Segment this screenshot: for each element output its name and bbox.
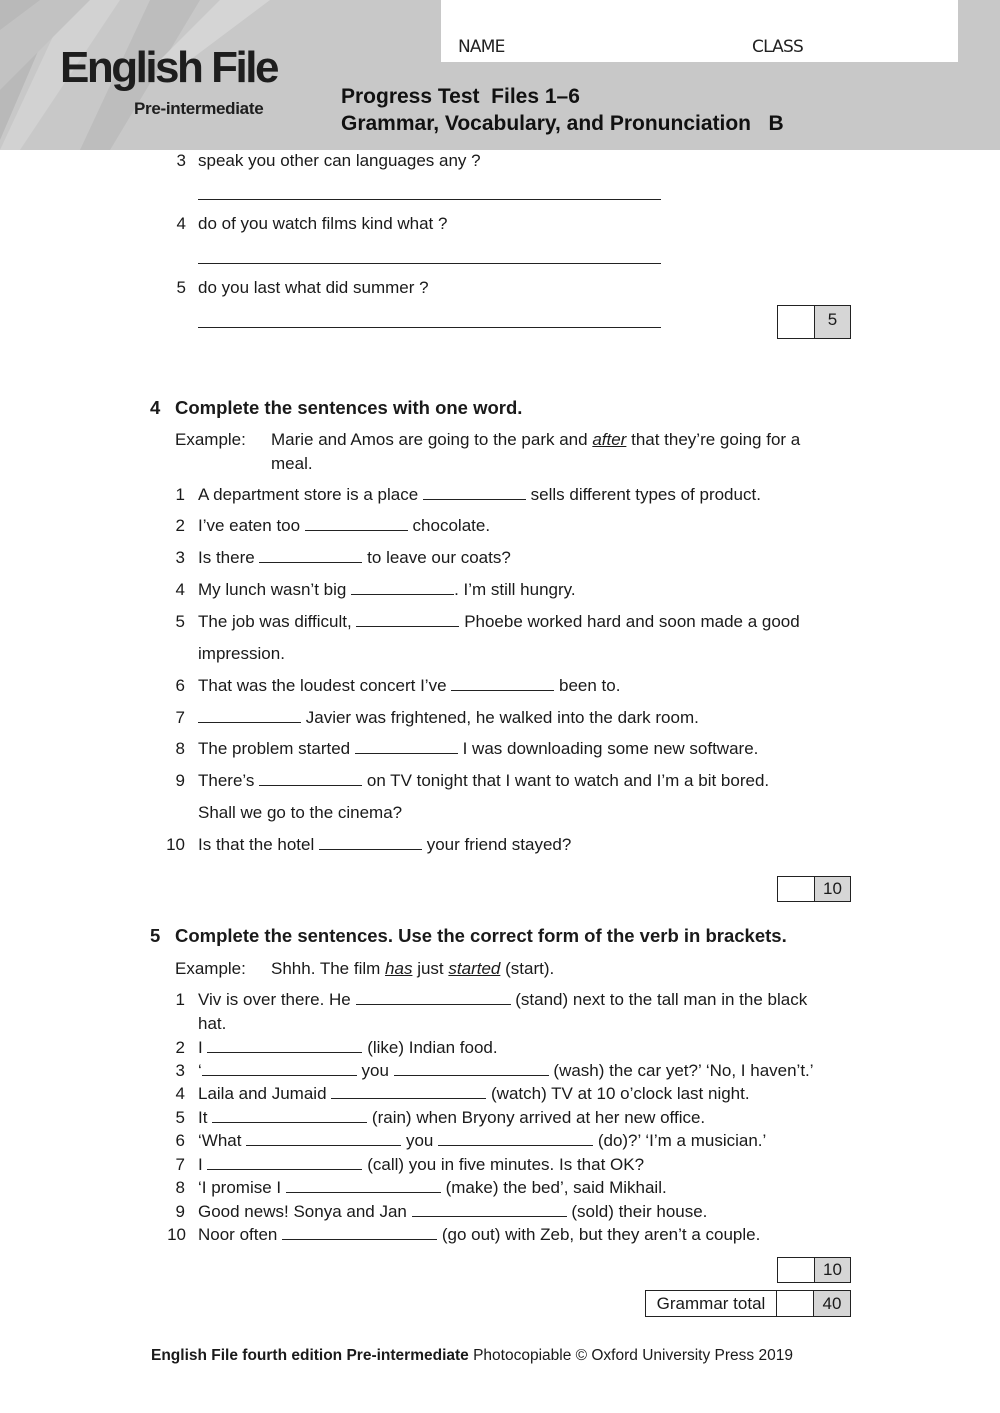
item-number: 4: [175, 580, 185, 599]
brand-logo: English File: [60, 43, 277, 92]
question-text: do you last what did summer ?: [198, 278, 429, 297]
answer-blank[interactable]: [198, 708, 301, 723]
sentence: I (call) you in five minutes. Is that OK?: [198, 1155, 645, 1174]
score-max: 10: [815, 1258, 850, 1282]
example-sentence: Marie and Amos are going to the park and after that they’re going for a: [271, 430, 801, 449]
answer-blank[interactable]: [202, 1061, 357, 1076]
score-input[interactable]: [778, 306, 815, 338]
sentence: ‘What you (do)?’ ‘I’m a musician.’: [198, 1131, 767, 1150]
answer-line[interactable]: [198, 263, 661, 264]
score-box: [777, 1257, 851, 1283]
sentence: There’s on TV tonight that I want to watch and I’m a bit bored.: [198, 771, 770, 790]
item-number: 9: [175, 771, 185, 790]
example-label: Example:: [175, 430, 246, 449]
answer-blank[interactable]: [259, 771, 362, 786]
answer-blank[interactable]: [282, 1225, 437, 1240]
grammar-total-box: [776, 1290, 851, 1317]
item-number: 6: [175, 676, 185, 695]
class-label: CLASS: [752, 37, 803, 57]
example-sentence: Shhh. The film has just started (start).: [271, 959, 555, 978]
sentence: I’ve eaten too chocolate.: [198, 516, 491, 535]
score-max: 10: [815, 877, 850, 901]
answer-blank[interactable]: [355, 739, 458, 754]
sentence: Is there to leave our coats?: [198, 548, 511, 567]
sentence: The problem started I was downloading some new software.: [198, 739, 759, 758]
sentence: Good news! Sonya and Jan (sold) their house.: [198, 1202, 708, 1221]
answer-blank[interactable]: [394, 1061, 549, 1076]
section-instruction: Complete the sentences with one word.: [175, 397, 523, 418]
sentence: That was the loudest concert I’ve been to.: [198, 676, 621, 695]
score-input[interactable]: [778, 877, 815, 901]
answer-blank[interactable]: [286, 1178, 441, 1193]
score-input[interactable]: [778, 1258, 815, 1282]
item-number: 1: [175, 990, 185, 1009]
score-max: 5: [815, 306, 850, 338]
answer-blank[interactable]: [207, 1038, 362, 1053]
item-number: 2: [175, 516, 185, 535]
item-number: 10: [167, 1225, 186, 1244]
item-number: 6: [175, 1131, 185, 1150]
example-label: Example:: [175, 959, 246, 978]
answer-blank[interactable]: [207, 1155, 362, 1170]
sentence: Viv is over there. He (stand) next to the tall man in the black: [198, 990, 808, 1009]
item-number: 7: [175, 708, 185, 727]
example-continuation: meal.: [271, 454, 313, 473]
question-text: speak you other can languages any ?: [198, 151, 481, 170]
answer-blank[interactable]: [212, 1108, 367, 1123]
sentence: Javier was frightened, he walked into the dark room.: [198, 708, 699, 728]
answer-blank[interactable]: [351, 580, 454, 595]
answer-blank[interactable]: [412, 1202, 567, 1217]
item-number: 4: [176, 214, 186, 233]
section-number: 5: [150, 925, 161, 946]
sentence: It (rain) when Bryony arrived at her new office.: [198, 1108, 706, 1127]
item-number: 3: [175, 1061, 185, 1080]
answer-blank[interactable]: [423, 485, 526, 500]
sentence: ‘ you (wash) the car yet?’ ‘No, I haven’t.’: [198, 1061, 814, 1080]
item-number: 3: [175, 548, 185, 567]
item-number: 10: [166, 835, 185, 854]
sentence: Is that the hotel your friend stayed?: [198, 835, 572, 854]
test-title: Progress Test Files 1–6: [341, 85, 580, 108]
sentence: I (like) Indian food.: [198, 1038, 498, 1057]
question-text: do of you watch films kind what ?: [198, 214, 448, 233]
section-instruction: Complete the sentences. Use the correct form of the verb in brackets.: [175, 925, 787, 946]
score-box: [777, 876, 851, 902]
answer-blank[interactable]: [356, 990, 511, 1005]
sentence-continuation: Shall we go to the cinema?: [198, 803, 403, 822]
item-number: 7: [175, 1155, 185, 1174]
section-number: 4: [150, 397, 161, 418]
answer-blank[interactable]: [319, 835, 422, 850]
score-input[interactable]: [777, 1291, 814, 1316]
item-number: 9: [175, 1202, 185, 1221]
answer-blank[interactable]: [438, 1131, 593, 1146]
answer-blank[interactable]: [451, 676, 554, 691]
sentence: A department store is a place sells different types of product.: [198, 485, 761, 504]
grammar-total-label: Grammar total: [645, 1290, 776, 1317]
answer-line[interactable]: [198, 199, 661, 200]
name-class-box: [441, 0, 958, 62]
grammar-total-value: 40: [814, 1291, 850, 1316]
answer-line[interactable]: [198, 327, 661, 328]
test-subtitle: Grammar, Vocabulary, and Pronunciation B: [341, 112, 784, 135]
item-number: 8: [175, 1178, 185, 1197]
sentence: Noor often (go out) with Zeb, but they aren’t a couple.: [198, 1225, 761, 1244]
sentence-continuation: impression.: [198, 644, 285, 663]
answer-blank[interactable]: [259, 548, 362, 563]
item-number: 5: [175, 612, 185, 631]
item-number: 1: [175, 485, 185, 504]
sentence: Laila and Jumaid (watch) TV at 10 o’clock last night.: [198, 1084, 750, 1103]
score-box: [777, 305, 851, 339]
item-number: 2: [175, 1038, 185, 1057]
answer-blank[interactable]: [246, 1131, 401, 1146]
answer-blank[interactable]: [305, 516, 408, 531]
item-number: 8: [175, 739, 185, 758]
sentence-continuation: hat.: [198, 1014, 227, 1033]
sentence: My lunch wasn’t big . I’m still hungry.: [198, 580, 576, 599]
sentence: ‘I promise I (make) the bed’, said Mikhail.: [198, 1178, 667, 1197]
brand-level: Pre-intermediate: [134, 99, 264, 118]
item-number: 5: [176, 278, 186, 297]
sentence: The job was difficult, Phoebe worked hard and soon made a good: [198, 612, 800, 631]
answer-blank[interactable]: [331, 1084, 486, 1099]
answer-blank[interactable]: [356, 612, 459, 627]
item-number: 4: [175, 1084, 185, 1103]
footer: English File fourth edition Pre-intermediate Photocopiable © Oxford University Press 2019: [151, 1347, 793, 1364]
item-number: 3: [176, 151, 186, 170]
name-label: NAME: [458, 37, 505, 57]
item-number: 5: [175, 1108, 185, 1127]
